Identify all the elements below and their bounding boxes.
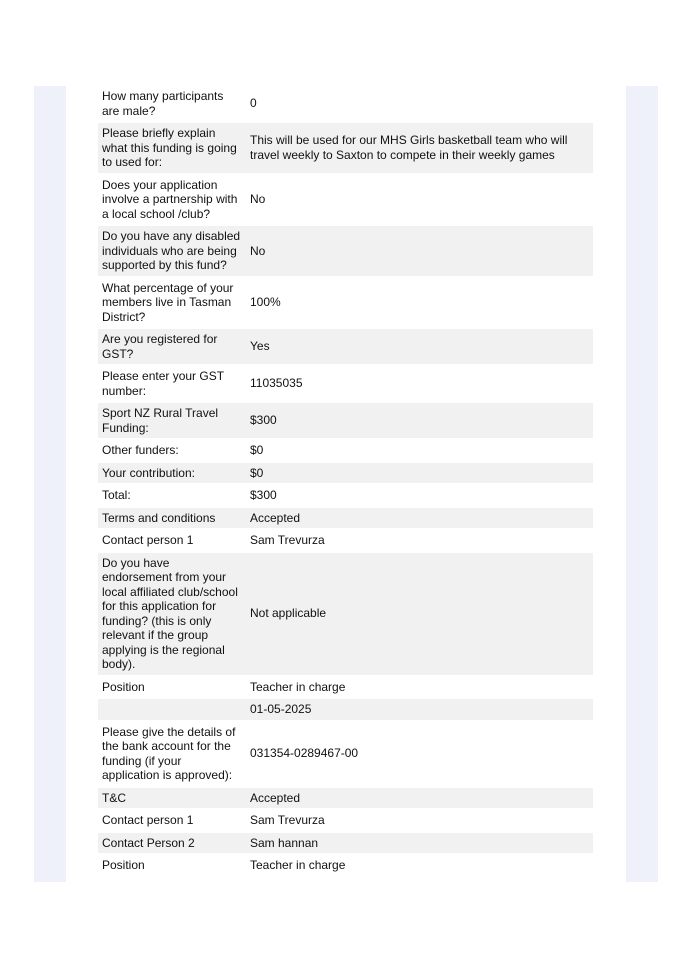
question-cell: Do you have endorsement from your local affiliated club/school for this application for funding? (this is only relevant if the group applying is the regional body).	[98, 552, 246, 676]
question-cell: T&C	[98, 787, 246, 810]
table-row	[98, 439, 593, 462]
answer-cell: Sam Trevurza	[246, 529, 593, 552]
answer-cell: 031354-0289467-00	[246, 721, 593, 787]
question-cell: Do you have any disabled individuals who are being supported by this fund?	[98, 225, 246, 277]
answer-cell: $300	[246, 484, 593, 507]
table-row	[98, 676, 593, 699]
answer-cell: Sam Trevurza	[246, 809, 593, 832]
page-margin-right	[626, 86, 658, 882]
table-row	[98, 174, 593, 226]
answer-cell: No	[246, 225, 593, 277]
application-details-table	[98, 86, 593, 878]
question-cell: Please briefly explain what this funding is going to used for:	[98, 122, 246, 174]
answer-cell: 11035035	[246, 365, 593, 402]
question-cell: Please give the details of the bank account for the funding (if your application is approved):	[98, 721, 246, 787]
question-cell: Please enter your GST number:	[98, 365, 246, 402]
table-row	[98, 721, 593, 787]
table-row	[98, 462, 593, 485]
page-margin-left	[34, 86, 66, 882]
table-row	[98, 484, 593, 507]
question-cell: Contact person 1	[98, 809, 246, 832]
answer-cell: 100%	[246, 277, 593, 329]
table-row	[98, 552, 593, 676]
question-cell: Total:	[98, 484, 246, 507]
answer-cell: Not applicable	[246, 552, 593, 676]
form-sheet	[66, 86, 626, 882]
answer-cell: $0	[246, 462, 593, 485]
table-row	[98, 365, 593, 402]
question-cell: Terms and conditions	[98, 507, 246, 530]
table-row	[98, 402, 593, 439]
answer-cell: $0	[246, 439, 593, 462]
table-row	[98, 86, 593, 122]
table-row	[98, 698, 593, 721]
table-row	[98, 328, 593, 365]
answer-cell: Teacher in charge	[246, 676, 593, 699]
table-row	[98, 277, 593, 329]
question-cell	[98, 698, 246, 721]
answer-cell: 01-05-2025	[246, 698, 593, 721]
answer-cell: Teacher in charge	[246, 854, 593, 877]
table-row	[98, 854, 593, 877]
question-cell: Position	[98, 854, 246, 877]
question-cell: Other funders:	[98, 439, 246, 462]
answer-cell: This will be used for our MHS Girls basketball team who will travel weekly to Saxton to compete in their weekly games	[246, 122, 593, 174]
table-row	[98, 122, 593, 174]
answer-cell: No	[246, 174, 593, 226]
question-cell: What percentage of your members live in Tasman District?	[98, 277, 246, 329]
question-cell: How many participants are male?	[98, 86, 246, 122]
table-row	[98, 507, 593, 530]
answer-cell: Sam hannan	[246, 832, 593, 855]
answer-cell: Accepted	[246, 787, 593, 810]
question-cell: Position	[98, 676, 246, 699]
table-row	[98, 809, 593, 832]
table-row	[98, 529, 593, 552]
table-row	[98, 225, 593, 277]
question-cell: Your contribution:	[98, 462, 246, 485]
answer-cell: $300	[246, 402, 593, 439]
question-cell: Are you registered for GST?	[98, 328, 246, 365]
table-row	[98, 832, 593, 855]
question-cell: Does your application involve a partnership with a local school /club?	[98, 174, 246, 226]
answer-cell: 0	[246, 86, 593, 122]
question-cell: Contact person 1	[98, 529, 246, 552]
question-cell: Contact Person 2	[98, 832, 246, 855]
answer-cell: Yes	[246, 328, 593, 365]
question-cell: Sport NZ Rural Travel Funding:	[98, 402, 246, 439]
table-row	[98, 787, 593, 810]
answer-cell: Accepted	[246, 507, 593, 530]
